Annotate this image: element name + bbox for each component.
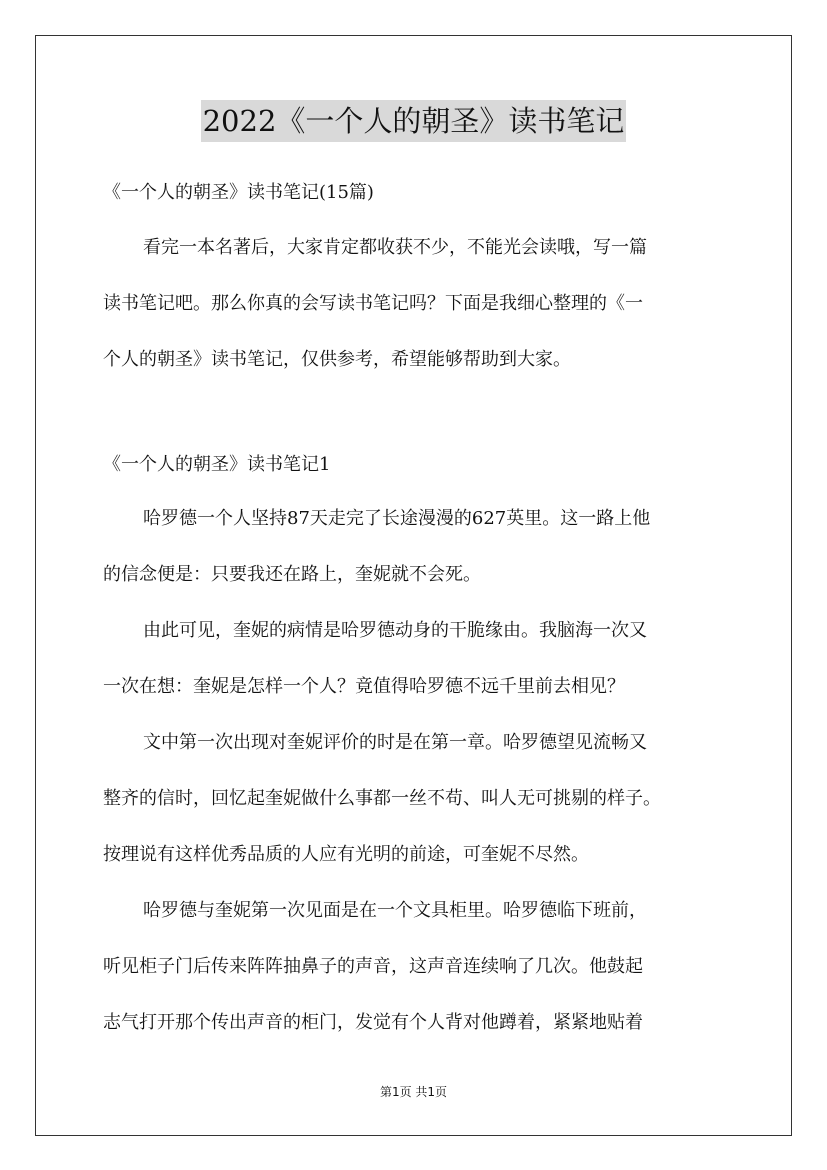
- body-line: 哈罗德与奎妮第一次见面是在一个文具柜里。哈罗德临下班前，: [143, 900, 647, 921]
- body-line: 由此可见，奎妮的病情是哈罗德动身的干脆缘由。我脑海一次又: [143, 620, 647, 641]
- intro-paragraph: [103, 220, 733, 388]
- intro-line: 个人的朝圣》读书笔记，仅供参考，希望能够帮助到大家。: [103, 349, 571, 370]
- document-subtitle: 《一个人的朝圣》读书笔记(15篇): [103, 182, 374, 203]
- intro-line: 读书笔记吧。那么你真的会写读书笔记吗？下面是我细心整理的《一: [103, 293, 643, 314]
- page-footer: 第1页 共1页: [379, 1085, 448, 1099]
- document-title: 2022《一个人的朝圣》读书笔记: [201, 100, 627, 142]
- title-container: [0, 100, 827, 142]
- body-line: 整齐的信时，回忆起奎妮做什么事都一丝不苟、叫人无可挑剔的样子。: [103, 788, 661, 809]
- section-heading: 《一个人的朝圣》读书笔记1: [103, 454, 331, 475]
- body-line: 哈罗德一个人坚持87天走完了长途漫漫的627英里。这一路上他: [143, 508, 651, 529]
- body-line: 按理说有这样优秀品质的人应有光明的前途，可奎妮不尽然。: [103, 844, 589, 865]
- body-text: [103, 491, 733, 1051]
- body-line: 一次在想：奎妮是怎样一个人？竟值得哈罗德不远千里前去相见？: [103, 676, 625, 697]
- body-line: 文中第一次出现对奎妮评价的时是在第一章。哈罗德望见流畅又: [143, 732, 647, 753]
- intro-line: 看完一本名著后，大家肯定都收获不少，不能光会读哦，写一篇: [143, 237, 647, 258]
- body-line: 的信念便是：只要我还在路上，奎妮就不会死。: [103, 564, 481, 585]
- body-line: 志气打开那个传出声音的柜门，发觉有个人背对他蹲着，紧紧地贴着: [103, 1012, 643, 1033]
- body-line: 听见柜子门后传来阵阵抽鼻子的声音，这声音连续响了几次。他鼓起: [103, 956, 643, 977]
